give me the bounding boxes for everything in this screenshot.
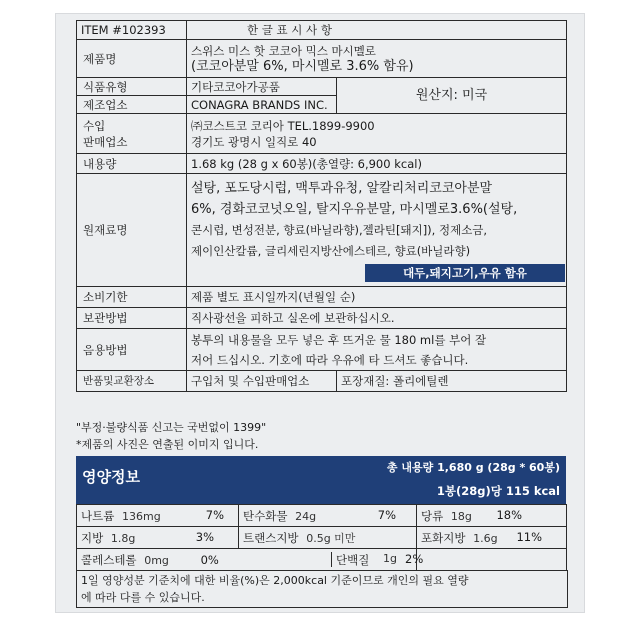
nutrient-trans-fat: 트랜스지방 0.5g 미만 (239, 527, 417, 549)
nutrition-serving: 1봉(28g)당 115 kcal (436, 484, 560, 498)
nutrition-total: 총 내용량 1,680 g (28g * 60봉) (386, 461, 560, 474)
returns-value: 구입처 및 수입판매업소 (187, 371, 337, 392)
nutrition-table (76, 504, 567, 571)
usage-value: 봉투의 내용물을 모두 넣은 후 뜨거운 물 180 ml를 부어 잘 저어 드십시오. 기호에 따라 우유에 타 드셔도 좋습니다. (187, 329, 567, 371)
report-notice: "부정·불량식품 신고는 국번없이 1399" (76, 421, 267, 434)
importer-seller-label: 수입 판매업소 (77, 114, 187, 154)
ingredients-value: 설탕, 포도당시럽, 맥투과유청, 알칼리처리코코아분말 6%, 경화코코넛오일, 탈지우유분말, 마시멜로3.6%(설탕, 콘시럽, 변성전분, 향료(바닐라향),젤라틴[돼지]), 정제소금, 제이인산칼륨, 글리세린지방산에스테르, 향료(바닐라향) 대두,돼지고기,우유 함유 (187, 174, 567, 287)
label-table (76, 20, 567, 392)
photo-notice: *제품의 사진은 연출된 이미지 입니다. (76, 438, 259, 451)
expiry-value: 제품 별도 표시일까지(년월일 순) (187, 287, 567, 308)
nutrient-carbs: 탄수화물 24g 7% (239, 505, 417, 527)
storage-label: 보관방법 (77, 308, 187, 329)
nutrient-sugars: 당류 18g 18% (417, 505, 567, 527)
content-label: 내용량 (77, 154, 187, 174)
product-name-value: 스위스 미스 핫 코코아 믹스 마시멜로 (코코아분말 6%, 마시멜로 3.6% 함유) (187, 40, 567, 78)
content-value: 1.68 kg (28 g x 60봉)(총열량: 6,900 kcal) (187, 154, 567, 174)
packaging-value: 포장재질: 폴리에틸렌 (337, 371, 567, 392)
label-title: 한 글 표 시 사 항 (187, 21, 567, 40)
importer-seller-value: ㈜코스트코 코리아 TEL.1899-9900 경기도 광명시 일직로 40 (187, 114, 567, 154)
expiry-label: 소비기한 (77, 287, 187, 308)
item-number: ITEM #102393 (77, 21, 187, 40)
nutrient-cholesterol: 콜레스테롤 0mg 0% (77, 549, 417, 571)
storage-value: 직사광선을 피하고 실온에 보관하십시오. (187, 308, 567, 329)
usage-label: 음용방법 (77, 329, 187, 371)
notice-block (76, 419, 566, 453)
ingredients-label: 원재료명 (77, 174, 187, 287)
nutrition-title: 영양정보 (82, 468, 140, 486)
manufacturer-label: 제조업소 (77, 96, 187, 114)
product-name-label: 제품명 (77, 40, 187, 78)
nutrient-protein: 단백질 1g 2% (417, 549, 567, 571)
nutrition-header (76, 456, 566, 504)
nutrient-sodium: 나트륨 136mg 7% (77, 505, 239, 527)
nutrient-fat: 지방 1.8g 3% (77, 527, 239, 549)
food-type-value: 기타코코아가공품 (187, 78, 337, 96)
food-type-label: 식품유형 (77, 78, 187, 96)
allergen-badge: 대두,돼지고기,우유 함유 (365, 264, 565, 282)
manufacturer-value: CONAGRA BRANDS INC. (187, 96, 337, 114)
origin-value: 원산지: 미국 (337, 78, 567, 114)
returns-label: 반품및교환장소 (77, 371, 187, 392)
nutrition-footnote: 1일 영양성분 기준치에 대한 비율(%)은 2,000kcal 기준이므로 개인의 필요 열량 에 따라 다를 수 있습니다. (76, 570, 568, 608)
nutrient-sat-fat: 포화지방 1.6g 11% (417, 527, 567, 549)
